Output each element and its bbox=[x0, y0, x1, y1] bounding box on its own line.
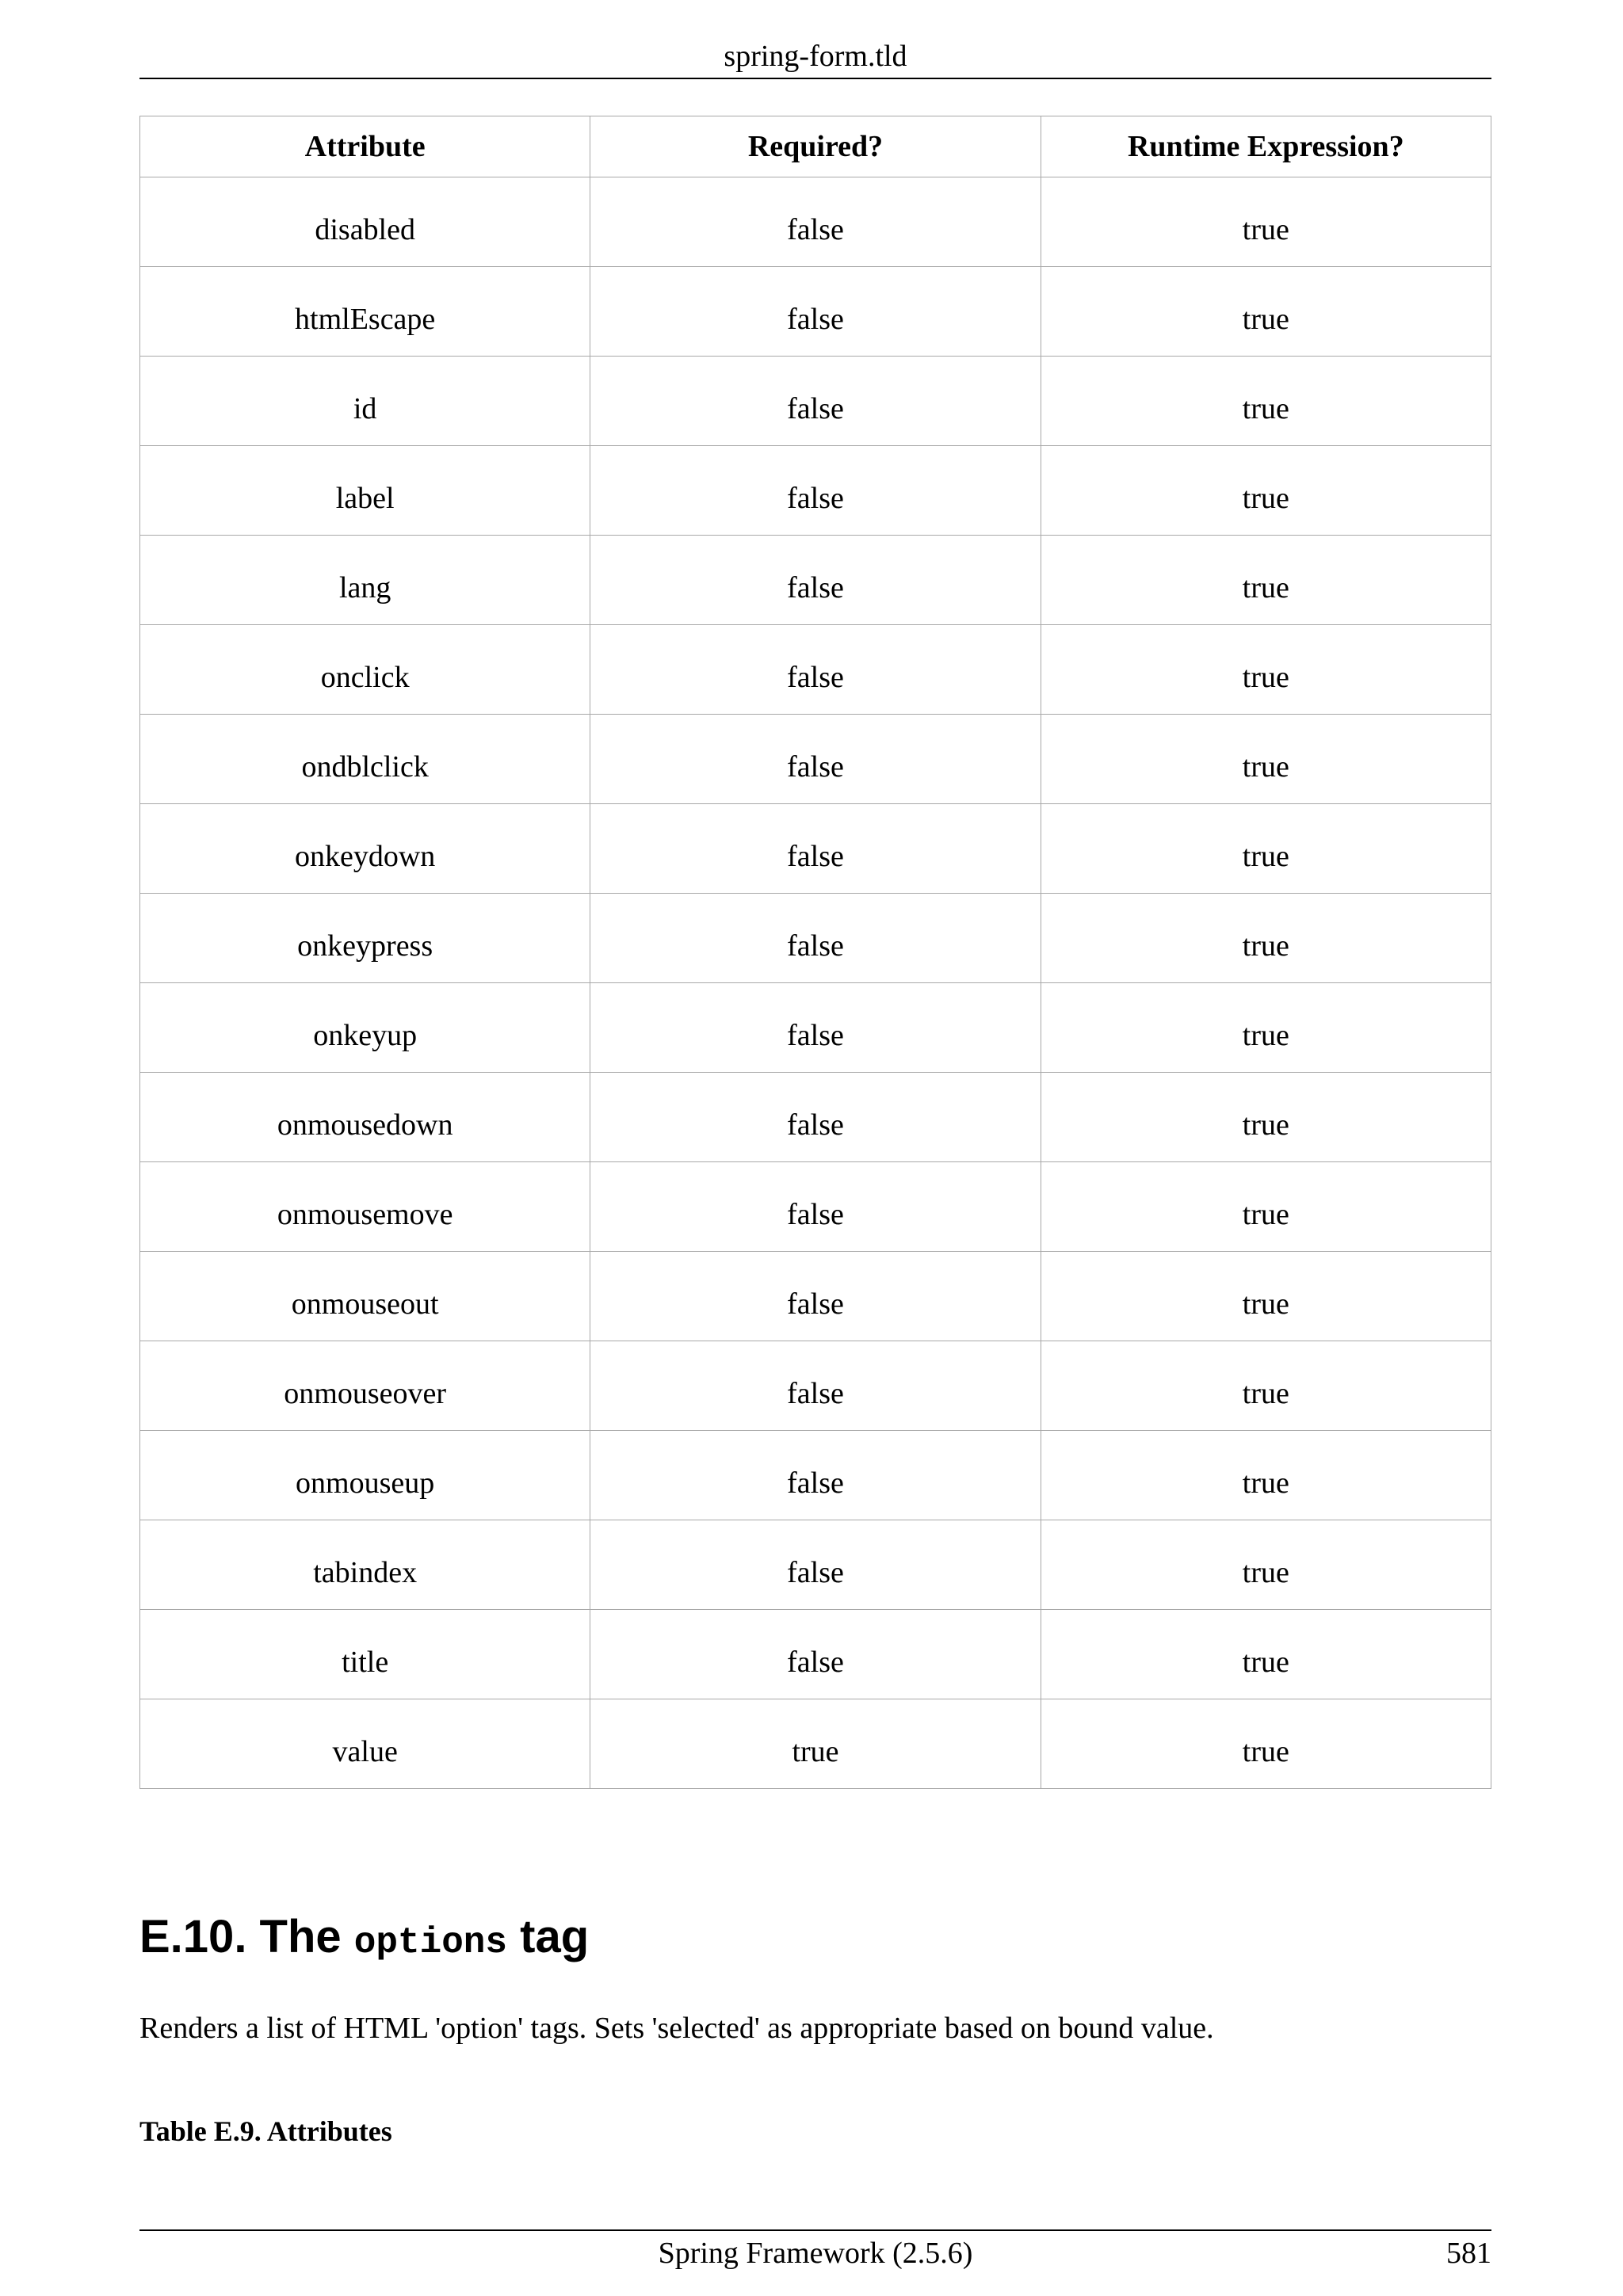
table-header-row bbox=[140, 116, 1491, 177]
required-cell: false bbox=[590, 1252, 1041, 1341]
section-title bbox=[139, 1909, 589, 1970]
table-row bbox=[140, 1341, 1491, 1431]
attribute-cell: onkeydown bbox=[140, 804, 590, 894]
attribute-cell: label bbox=[140, 446, 590, 536]
table-row bbox=[140, 177, 1491, 267]
table-row bbox=[140, 536, 1491, 625]
runtime-expression-cell: true bbox=[1041, 804, 1491, 894]
footer-title: Spring Framework (2.5.6) bbox=[658, 2237, 973, 2270]
required-cell: false bbox=[590, 804, 1041, 894]
column-header-runtime-expression: Runtime Expression? bbox=[1041, 116, 1491, 177]
runtime-expression-cell: true bbox=[1041, 715, 1491, 804]
required-cell: false bbox=[590, 177, 1041, 267]
attribute-cell: value bbox=[140, 1699, 590, 1789]
attribute-cell: onkeypress bbox=[140, 894, 590, 983]
runtime-expression-cell: true bbox=[1041, 1162, 1491, 1252]
table-row bbox=[140, 1162, 1491, 1252]
table-row bbox=[140, 1431, 1491, 1520]
runtime-expression-cell: true bbox=[1041, 1610, 1491, 1699]
attribute-cell: onmouseup bbox=[140, 1431, 590, 1520]
attribute-cell: lang bbox=[140, 536, 590, 625]
runtime-expression-cell: true bbox=[1041, 894, 1491, 983]
required-cell: false bbox=[590, 446, 1041, 536]
attribute-cell: onmousemove bbox=[140, 1162, 590, 1252]
required-cell: false bbox=[590, 1162, 1041, 1252]
table-row bbox=[140, 1073, 1491, 1162]
runtime-expression-cell: true bbox=[1041, 357, 1491, 446]
required-cell: false bbox=[590, 1431, 1041, 1520]
table-row bbox=[140, 357, 1491, 446]
required-cell: false bbox=[590, 1610, 1041, 1699]
attribute-cell: onmouseover bbox=[140, 1341, 590, 1431]
table-row bbox=[140, 715, 1491, 804]
required-cell: false bbox=[590, 894, 1041, 983]
required-cell: false bbox=[590, 267, 1041, 357]
runtime-expression-cell: true bbox=[1041, 1520, 1491, 1610]
table-row bbox=[140, 1252, 1491, 1341]
table-row bbox=[140, 267, 1491, 357]
column-header-attribute: Attribute bbox=[140, 116, 590, 177]
attribute-cell: onmousedown bbox=[140, 1073, 590, 1162]
table-row bbox=[140, 983, 1491, 1073]
attribute-cell: onmouseout bbox=[140, 1252, 590, 1341]
attribute-cell: id bbox=[140, 357, 590, 446]
runtime-expression-cell: true bbox=[1041, 177, 1491, 267]
section-description: Renders a list of HTML 'option' tags. Sets 'selected' as appropriate based on bound value. bbox=[139, 2012, 1214, 2045]
required-cell: false bbox=[590, 715, 1041, 804]
runtime-expression-cell: true bbox=[1041, 1699, 1491, 1789]
runtime-expression-cell: true bbox=[1041, 983, 1491, 1073]
table-body bbox=[140, 177, 1491, 1789]
runtime-expression-cell: true bbox=[1041, 1431, 1491, 1520]
runtime-expression-cell: true bbox=[1041, 536, 1491, 625]
attribute-cell: onclick bbox=[140, 625, 590, 715]
required-cell: false bbox=[590, 1520, 1041, 1610]
attribute-cell: ondblclick bbox=[140, 715, 590, 804]
table-caption: Table E.9. Attributes bbox=[139, 2115, 392, 2147]
page-number: 581 bbox=[1446, 2237, 1491, 2270]
attribute-cell: onkeyup bbox=[140, 983, 590, 1073]
required-cell: false bbox=[590, 625, 1041, 715]
attribute-cell: disabled bbox=[140, 177, 590, 267]
required-cell: false bbox=[590, 536, 1041, 625]
table-row bbox=[140, 894, 1491, 983]
runtime-expression-cell: true bbox=[1041, 446, 1491, 536]
required-cell: false bbox=[590, 1073, 1041, 1162]
attribute-cell: htmlEscape bbox=[140, 267, 590, 357]
page-header bbox=[139, 36, 1491, 79]
page-header-title: spring-form.tld bbox=[724, 40, 907, 73]
runtime-expression-cell: true bbox=[1041, 625, 1491, 715]
required-cell: false bbox=[590, 983, 1041, 1073]
runtime-expression-cell: true bbox=[1041, 1252, 1491, 1341]
section-title-prefix: E.10. The bbox=[139, 1911, 354, 1962]
runtime-expression-cell: true bbox=[1041, 1341, 1491, 1431]
required-cell: false bbox=[590, 1341, 1041, 1431]
runtime-expression-cell: true bbox=[1041, 267, 1491, 357]
table-row bbox=[140, 804, 1491, 894]
page-footer bbox=[139, 2229, 1491, 2275]
table-row bbox=[140, 1610, 1491, 1699]
attributes-table bbox=[139, 116, 1491, 1789]
required-cell: true bbox=[590, 1699, 1041, 1789]
table-row bbox=[140, 625, 1491, 715]
section-title-code: options bbox=[353, 1922, 508, 1963]
runtime-expression-cell: true bbox=[1041, 1073, 1491, 1162]
required-cell: false bbox=[590, 357, 1041, 446]
attribute-cell: tabindex bbox=[140, 1520, 590, 1610]
table-row bbox=[140, 446, 1491, 536]
table-row bbox=[140, 1699, 1491, 1789]
column-header-required: Required? bbox=[590, 116, 1041, 177]
attribute-cell: title bbox=[140, 1610, 590, 1699]
table-row bbox=[140, 1520, 1491, 1610]
section-title-suffix: tag bbox=[507, 1911, 590, 1962]
